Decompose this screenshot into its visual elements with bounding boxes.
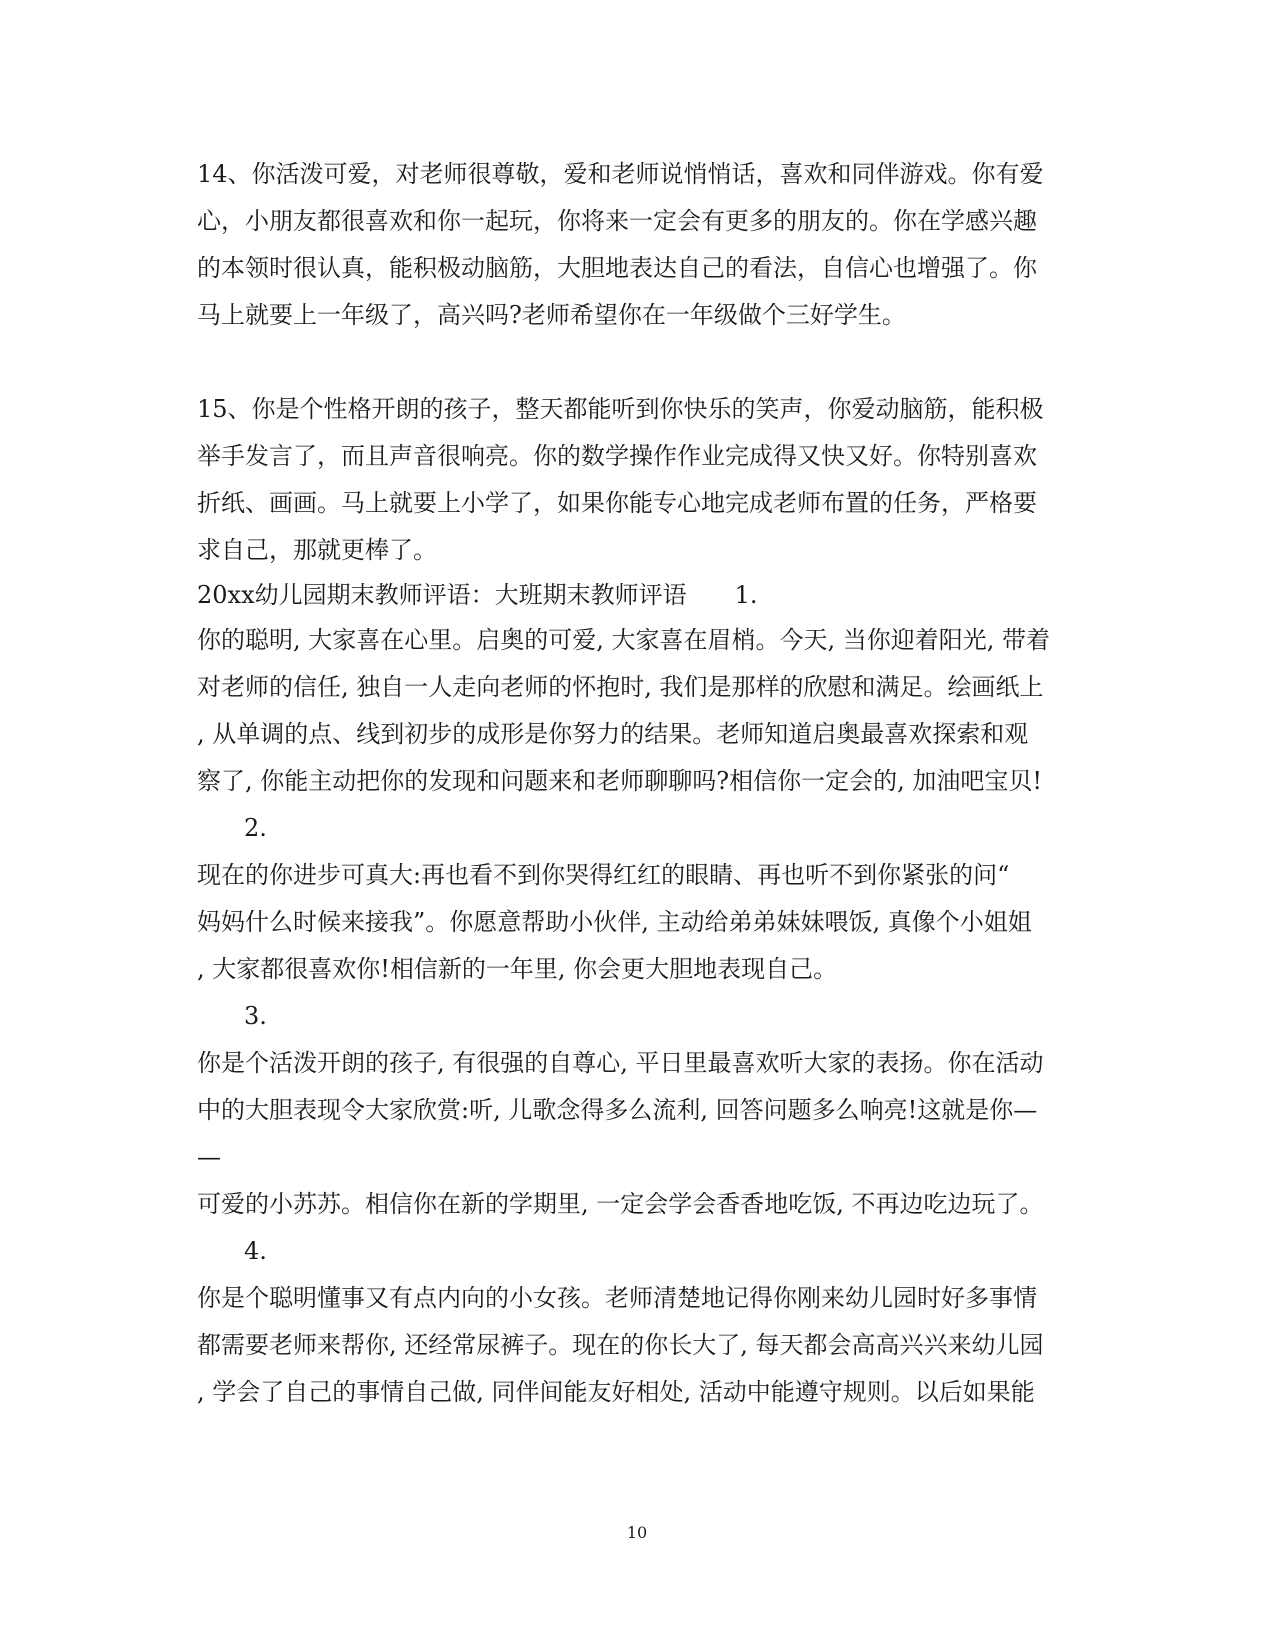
text-line: 的本领时很认真，能积极动脑筋，大胆地表达自己的看法，自信心也增强了。你 — [197, 254, 1037, 282]
text-line: , 大家都很喜欢你!相信新的一年里, 你会更大胆地表现自己。 — [197, 955, 838, 983]
item-number: 4. — [244, 1237, 267, 1265]
text-line: 对老师的信任, 独自一人走向老师的怀抱时, 我们是那样的欣慰和满足。绘画纸上 — [197, 673, 1044, 701]
text-line: — — [197, 1143, 221, 1171]
text-line: 你的聪明, 大家喜在心里。启奥的可爱, 大家喜在眉梢。今天, 当你迎着阳光, 带着 — [197, 626, 1051, 654]
section-heading: 20xx幼儿园期末教师评语：大班期末教师评语 1. — [197, 581, 758, 609]
text-line: , 学会了自己的事情自己做, 同伴间能友好相处, 活动中能遵守规则。以后如果能 — [197, 1378, 1035, 1406]
item-number: 2. — [244, 814, 267, 842]
text-line: 14、你活泼可爱，对老师很尊敬，爱和老师说悄悄话，喜欢和同伴游戏。你有爱 — [197, 160, 1044, 188]
text-line: 可爱的小苏苏。相信你在新的学期里, 一定会学会香香地吃饭, 不再边吃边玩了。 — [197, 1190, 1044, 1218]
text-line: 都需要老师来帮你, 还经常尿裤子。现在的你长大了, 每天都会高高兴兴来幼儿园 — [197, 1331, 1044, 1359]
item-number: 3. — [244, 1002, 267, 1030]
text-line: 你是个聪明懂事又有点内向的小女孩。老师清楚地记得你刚来幼儿园时好多事情 — [197, 1284, 1037, 1312]
text-line: 折纸、画画。马上就要上小学了，如果你能专心地完成老师布置的任务，严格要 — [197, 489, 1037, 517]
text-line: 你是个活泼开朗的孩子, 有很强的自尊心, 平日里最喜欢听大家的表扬。你在活动 — [197, 1049, 1044, 1077]
text-line: 15、你是个性格开朗的孩子，整天都能听到你快乐的笑声，你爱动脑筋，能积极 — [197, 395, 1044, 423]
text-line: 求自己，那就更棒了。 — [197, 536, 437, 564]
text-line: 心，小朋友都很喜欢和你一起玩，你将来一定会有更多的朋友的。你在学感兴趣 — [197, 207, 1037, 235]
text-line: , 从单调的点、线到初步的成形是你努力的结果。老师知道启奥最喜欢探索和观 — [197, 720, 1029, 748]
text-line: 中的大胆表现令大家欣赏:听, 儿歌念得多么流利, 回答问题多么响亮!这就是你— — [197, 1096, 1038, 1124]
text-line: 察了, 你能主动把你的发现和问题来和老师聊聊吗?相信你一定会的, 加油吧宝贝! — [197, 767, 1043, 795]
text-line: 举手发言了，而且声音很响亮。你的数学操作作业完成得又快又好。你特别喜欢 — [197, 442, 1037, 470]
text-line: 马上就要上一年级了，高兴吗?老师希望你在一年级做个三好学生。 — [197, 301, 906, 329]
text-line: 现在的你进步可真大:再也看不到你哭得红红的眼睛、再也听不到你紧张的问“ — [197, 861, 1010, 889]
page-number: 10 — [626, 1523, 648, 1542]
text-line: 妈妈什么时候来接我”。你愿意帮助小伙伴, 主动给弟弟妹妹喂饭, 真像个小姐姐 — [197, 908, 1032, 936]
